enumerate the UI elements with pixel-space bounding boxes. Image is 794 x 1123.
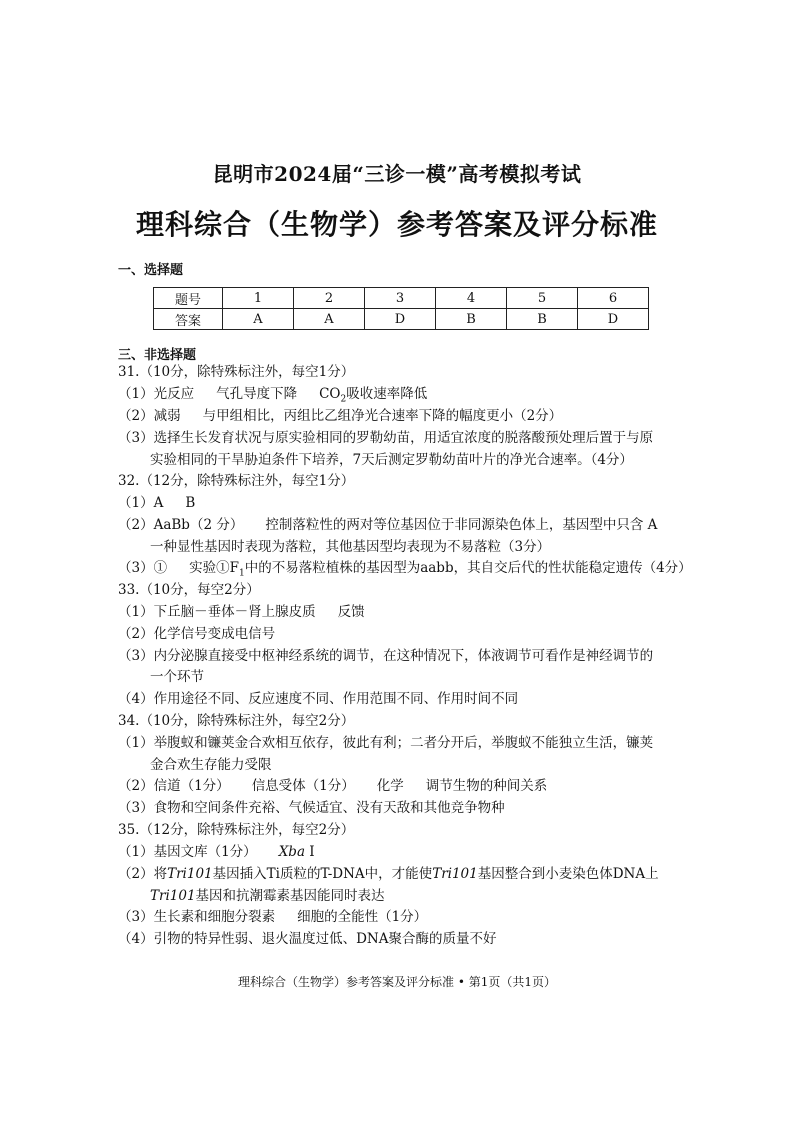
exam-title: 昆明市2024届“三诊一模”高考模拟考试	[212, 162, 582, 186]
answer-table	[153, 287, 649, 330]
q31-part3-line1: （3）选择生长发育状况与原实验相同的罗勒幼苗，用适宜浓度的脱落酸预处理后置于与原	[118, 430, 654, 446]
question-number-cell: 2	[294, 288, 365, 309]
q32-p3-text-rest: 中的不易落粒植株的基因型为aabb，其自交后代的性状能稳定遗传（4分）	[244, 560, 692, 576]
q31-heading: 31.（10分，除特殊标注外，每空1分）	[118, 364, 355, 380]
q35-p1-enzyme-suffix: Ⅰ	[305, 844, 315, 860]
table-header-cell: 答案	[154, 309, 223, 330]
q32-p3-text: 实验①F	[189, 560, 239, 576]
q35-p2-gene: Tri101	[150, 888, 196, 904]
q35-part4: （4）引物的特异性弱、退火温度过低、DNA聚合酶的质量不好	[118, 931, 497, 947]
q32-p2-answer-a: （2）AaBb（2 分）	[118, 517, 244, 533]
q34-p2-answer-d: 调节生物的种间关系	[425, 778, 548, 794]
question-number-cell: 6	[578, 288, 649, 309]
q31-p1-subscript: 2	[340, 394, 347, 405]
q35-p2-text: 基因和抗潮霉素基因能同时表达	[195, 888, 385, 904]
q31-p2-answer-b: 与甲组相比，丙组比乙组净光合速率下降的幅度更小（2分）	[202, 408, 563, 424]
answer-cell: B	[507, 309, 578, 330]
q33-part3-line1: （3）内分泌腺直接受中枢神经系统的调节，在这种情况下，体液调节可看作是神经调节的	[118, 648, 654, 664]
q35-part2-line2	[150, 886, 385, 906]
answer-cell: A	[223, 309, 294, 330]
section-choice-heading: 一、选择题	[118, 263, 184, 278]
q35-part1	[118, 842, 315, 862]
q35-p2-gene: Tri101	[432, 866, 478, 882]
q33-part1	[118, 602, 365, 622]
table-row	[154, 309, 649, 330]
question-number-cell: 1	[223, 288, 294, 309]
q32-p2-answer-b: 控制落粒性的两对等位基因位于非同源染色体上，基因型中只含 A	[265, 517, 658, 533]
question-number-cell: 3	[365, 288, 436, 309]
q32-part1	[118, 493, 195, 513]
question-number-cell: 4	[436, 288, 507, 309]
table-header-cell: 题号	[154, 288, 223, 309]
q35-part2-line1	[118, 864, 659, 884]
q35-p2-text: 基因整合到小麦染色体DNA上	[477, 866, 659, 882]
q32-p3-answer-a: （3）①	[118, 560, 168, 576]
q31-p1-co2: CO	[319, 386, 341, 402]
q33-part4: （4）作用途径不同、反应速度不同、作用范围不同、作用时间不同	[118, 691, 519, 707]
q34-p2-answer-a: （2）信道（1分）	[118, 778, 230, 794]
q35-p2-text: 基因插入Ti质粒的T-DNA中，才能使	[212, 866, 433, 882]
q34-part3: （3）食物和空间条件充裕、气候适宜、没有天敌和其他竞争物种	[118, 800, 505, 816]
q32-p1-answer-a: （1）A	[118, 495, 164, 511]
q32-p1-answer-b: B	[185, 495, 196, 511]
q35-p2-gene: Tri101	[167, 866, 213, 882]
answer-key-title: 理科综合（生物学）参考答案及评分标准	[135, 208, 658, 241]
answer-cell: D	[365, 309, 436, 330]
q35-heading: 35.（12分，除特殊标注外，每空2分）	[118, 822, 355, 838]
q33-p1-answer-a: （1）下丘脑－垂体－肾上腺皮质	[118, 604, 316, 620]
q31-part3-line2: 实验相同的干旱胁迫条件下培养，7天后测定罗勒幼苗叶片的净光合速率。（4分）	[150, 452, 633, 468]
answer-cell: A	[294, 309, 365, 330]
q34-part2	[118, 776, 547, 796]
q35-p3-answer-a: （3）生长素和细胞分裂素	[118, 909, 276, 925]
q32-p3-subscript: 1	[238, 568, 245, 579]
q35-p2-text: （2）将	[118, 866, 168, 882]
q32-heading: 32.（12分，除特殊标注外，每空1分）	[118, 473, 355, 489]
q32-part2-line2: 一种显性基因时表现为落粒，其他基因型均表现为不易落粒（3分）	[150, 539, 551, 555]
q31-p1-answer-b: 气孔导度下降	[216, 386, 298, 402]
answer-cell: B	[436, 309, 507, 330]
page-footer: 理科综合（生物学）参考答案及评分标准 • 第1页（共1页）	[238, 975, 556, 989]
q34-part1-line1: （1）举腹蚁和镰荚金合欢相互依存，彼此有利；二者分开后，举腹蚁不能独立生活，镰荚	[118, 735, 654, 751]
table-row	[154, 288, 649, 309]
q31-p1-answer-c: 吸收速率降低	[346, 386, 428, 402]
q31-p2-answer-a: （2）减弱	[118, 408, 181, 424]
question-number-cell: 5	[507, 288, 578, 309]
q35-part3	[118, 907, 427, 927]
section-nonchoice-heading: 三、非选择题	[118, 348, 197, 363]
q34-p2-answer-b: 信息受体（1分）	[251, 778, 355, 794]
q35-p3-answer-b: 细胞的全能性（1分）	[297, 909, 428, 925]
q33-part2: （2）化学信号变成电信号	[118, 626, 276, 642]
q31-part2	[118, 406, 562, 426]
q33-part3-line2: 一个环节	[150, 669, 204, 685]
q35-p1-enzyme-name: Xba	[278, 844, 305, 860]
q31-p1-answer-a: （1）光反应	[118, 386, 195, 402]
q34-p2-answer-c: 化学	[376, 778, 404, 794]
q35-p1-answer-a: （1）基因文库（1分）	[118, 844, 257, 860]
q34-heading: 34.（10分，除特殊标注外，每空2分）	[118, 713, 355, 729]
q34-part1-line2: 金合欢生存能力受限	[150, 757, 272, 773]
q33-heading: 33.（10分，每空2分）	[118, 582, 260, 598]
answer-cell: D	[578, 309, 649, 330]
q32-part2-line1	[118, 515, 657, 535]
q33-p1-answer-b: 反馈	[337, 604, 365, 620]
